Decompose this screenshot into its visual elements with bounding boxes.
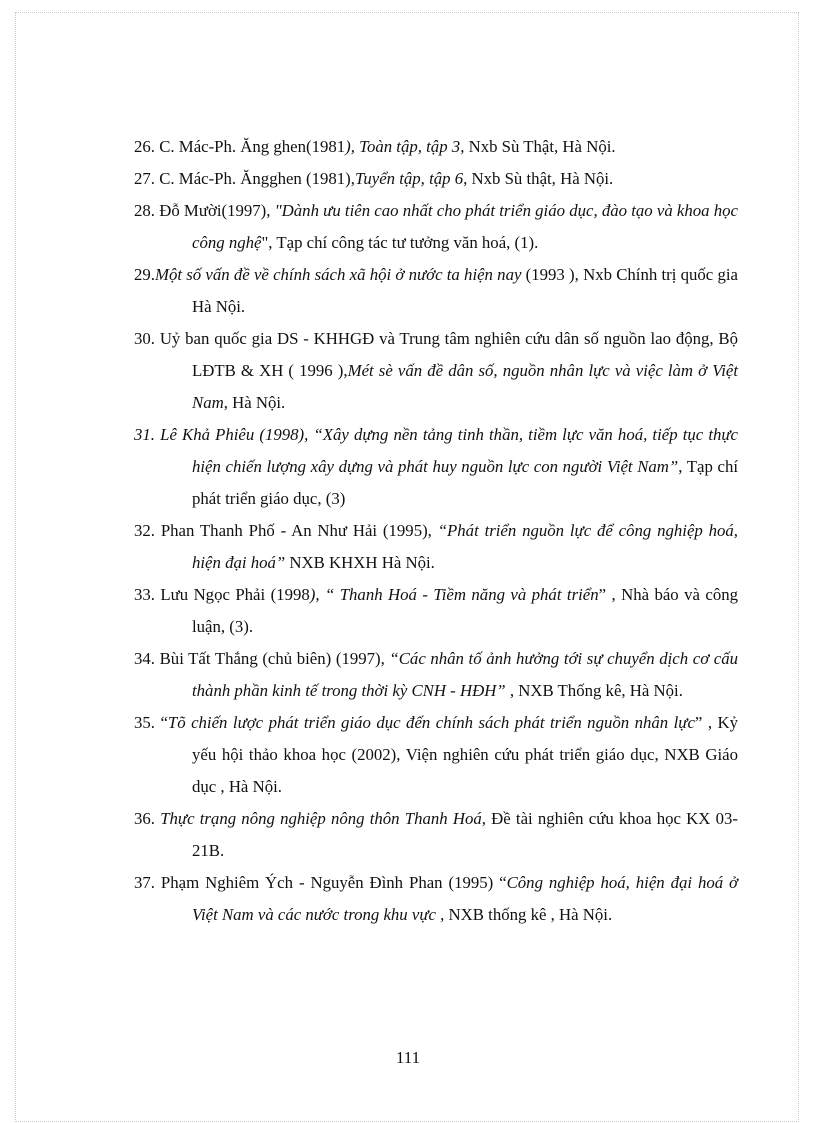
reference-text: , Hà Nội.: [223, 393, 286, 412]
reference-item: [134, 515, 738, 579]
reference-text: , NXB thống kê , Hà Nội.: [435, 905, 613, 924]
reference-text: Đỗ Mười(1997),: [159, 201, 275, 220]
reference-title: Một số vấn đề về chính sách xã hội ở nước ta hiện nay: [154, 265, 522, 284]
reference-title: "Dành ưu tiên cao nhất cho phát triển giáo dục, đào tạo và khoa học công nghệ: [192, 201, 738, 252]
reference-item: [134, 707, 738, 803]
reference-number: 29.: [134, 265, 155, 284]
reference-title: ), “ Thanh Hoá - Tiềm năng và phát triển: [309, 585, 599, 604]
reference-title: Tõ chiến lược phát triển giáo dục đến chính sách phát triển nguồn nhân lực: [167, 713, 695, 732]
reference-number: 35.: [134, 713, 155, 732]
reference-title: Mét sè vấn đề dân số, nguồn nhân lực và việc làm ở Việt Nam: [192, 361, 739, 412]
reference-item: [134, 419, 738, 515]
reference-text: , Đề tài nghiên cứu khoa học KX 03-21B.: [192, 809, 738, 860]
reference-text: NXB KHXH Hà Nội.: [285, 553, 435, 572]
reference-text: ” , Kỷ yếu hội thảo khoa học (2002), Viện nghiên cứu phát triển giáo dục, NXB Giáo dục , Hà Nội.: [192, 713, 738, 796]
reference-text: Uỷ ban quốc gia DS - KHHGĐ và Trung tâm nghiên cứu dân số nguồn lao động, Bộ LĐTB & XH ( 1996 ),: [159, 329, 738, 380]
reference-text: C. Mác-Ph. Ăng ghen(1981: [159, 137, 346, 156]
reference-title: ), Toàn tập, tập 3: [345, 137, 461, 156]
reference-item: [134, 195, 738, 259]
reference-text: ” , Nhà báo và công luận, (3).: [192, 585, 739, 636]
reference-item: [134, 579, 738, 643]
reference-title: “Các nhân tố ảnh hưởng tới sự chuyển dịch cơ cấu thành phần kinh tế trong thời kỳ CNH - HĐH”: [192, 649, 738, 700]
reference-item: [134, 163, 738, 195]
reference-number: 37.: [134, 873, 155, 892]
reference-text: Bùi Tất Thắng (chủ biên) (1997),: [159, 649, 390, 668]
reference-item: [134, 131, 738, 163]
reference-text: , Nxb Sù thật, Hà Nội.: [463, 169, 614, 188]
reference-title: “Phát triển nguồn lực để công nghiệp hoá, hiện đại hoá”: [192, 521, 738, 572]
reference-number: 34.: [134, 649, 155, 668]
reference-number: 32.: [134, 521, 155, 540]
reference-title: Thực trạng nông nghiệp nông thôn Thanh Hoá: [160, 809, 482, 828]
reference-number: 33.: [134, 585, 155, 604]
reference-text: (1993 ), Nxb Chính trị quốc gia Hà Nội.: [192, 265, 738, 316]
reference-item: [134, 259, 738, 323]
reference-text: , NXB Thống kê, Hà Nội.: [505, 681, 683, 700]
reference-number: 30.: [134, 329, 155, 348]
reference-text: , Tạp chí phát triển giáo dục, (3): [192, 457, 739, 508]
reference-title: Lê Khả Phiêu (1998), “Xây dựng nền tảng tinh thần, tiềm lực văn hoá, tiếp tục thực hiện chiến lượng xây dựng và phát huy nguồn lực con người Việt Nam”: [160, 425, 738, 476]
reference-number: 26.: [134, 137, 155, 156]
reference-number: 27.: [134, 169, 155, 188]
reference-text: Lưu Ngọc Phải (1998: [160, 585, 310, 604]
reference-list: [134, 131, 738, 931]
reference-number: 28.: [134, 201, 155, 220]
reference-item: [134, 323, 738, 419]
reference-text: , Nxb Sù Thật, Hà Nội.: [460, 137, 616, 156]
reference-text: Phạm Nghiêm Ých - Nguyễn Đình Phan (1995) “: [160, 873, 507, 892]
reference-text: Phan Thanh Phố - An Như Hải (1995),: [160, 521, 438, 540]
reference-number: 31.: [134, 425, 155, 444]
reference-text: ", Tạp chí công tác tư tưởng văn hoá, (1).: [261, 233, 539, 252]
reference-title: Tuyển tập, tập 6: [354, 169, 464, 188]
reference-text: C. Mác-Ph. Ăngghen (1981),: [159, 169, 355, 188]
reference-item: [134, 643, 738, 707]
reference-text: “: [160, 713, 168, 732]
reference-item: [134, 803, 738, 867]
reference-item: [134, 867, 738, 931]
page-number: 111: [395, 1048, 421, 1067]
reference-number: 36.: [134, 809, 155, 828]
reference-title: Công nghiệp hoá, hiện đại hoá ở Việt Nam và các nước trong khu vực: [192, 873, 739, 924]
